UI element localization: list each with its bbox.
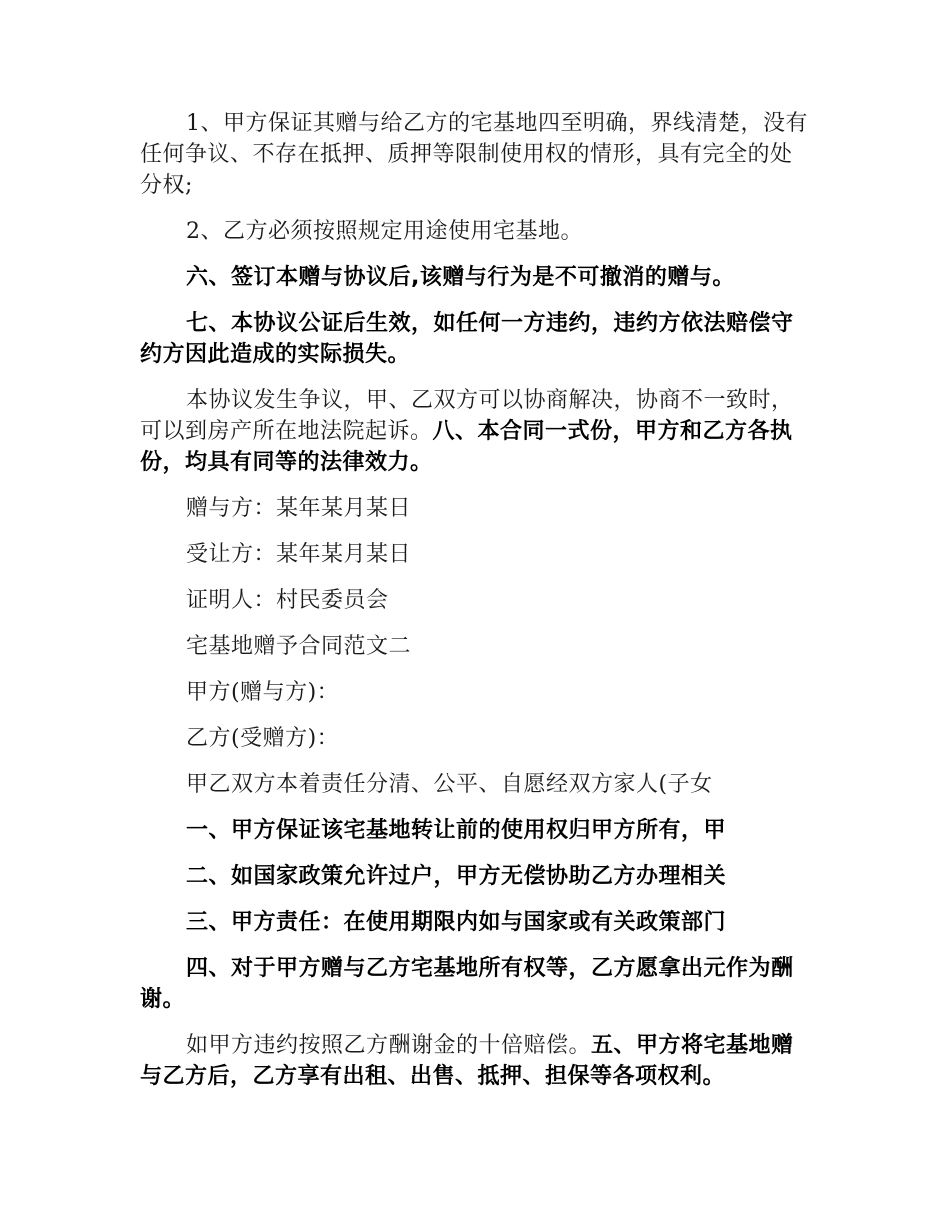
paragraph-party-b xyxy=(140,723,810,754)
paragraph-article-2 xyxy=(140,861,810,892)
paragraph-witness xyxy=(140,585,810,616)
paragraph-text: 赠与方：某年某月某日 xyxy=(186,496,412,521)
paragraph-text: 甲乙双方本着责任分清、公平、自愿经双方家人(子女 xyxy=(186,772,713,797)
document-page xyxy=(140,108,810,1107)
paragraph-text: 受让方：某年某月某日 xyxy=(186,542,412,567)
paragraph-clause-1 xyxy=(140,108,810,201)
paragraph-donor-signature xyxy=(140,493,810,524)
paragraph-preamble xyxy=(140,769,810,800)
paragraph-bold-text: 六、签订本赠与协议后,该赠与行为是不可撤消的赠与。 xyxy=(186,265,735,290)
paragraph-article-4 xyxy=(140,953,810,1015)
paragraph-bold-text: 三、甲方责任：在使用期限内如与国家或有关政策部门 xyxy=(186,910,727,935)
paragraph-bold-text: 八、本合同一式份，甲方和乙方各执份，均具有同等的法律效力。 xyxy=(140,419,793,475)
paragraph-bold-text: 七、本协议公证后生效，如任何一方违约，违约方依法赔偿守约方因此造成的实际损失。 xyxy=(140,311,794,367)
paragraph-party-a xyxy=(140,677,810,708)
paragraph-dispute-clause-8 xyxy=(140,385,810,478)
paragraph-text: 1、甲方保证其赠与给乙方的宅基地四至明确，界线清楚，没有任何争议、不存在抵押、质押等限制使用权的情形，具有完全的处分权; xyxy=(140,111,808,198)
paragraph-bold-text: 五、甲方将宅基地赠与乙方后，乙方享有出租、出售、抵押、担保等各项权利。 xyxy=(140,1033,794,1089)
paragraph-clause-2 xyxy=(140,216,810,247)
paragraph-text: 如甲方违约按照乙方酬谢金的十倍赔偿。 xyxy=(186,1033,592,1058)
paragraph-text: 本协议发生争议，甲、乙双方可以协商解决，协商不一致时，可以到房产所在地法院起诉。 xyxy=(140,388,794,444)
paragraph-text: 2、乙方必须按照规定用途使用宅基地。 xyxy=(186,219,583,244)
paragraph-clause-7 xyxy=(140,308,810,370)
paragraph-article-3 xyxy=(140,907,810,938)
paragraph-text: 宅基地赠予合同范文二 xyxy=(186,634,412,659)
paragraph-bold-text: 四、对于甲方赠与乙方宅基地所有权等，乙方愿拿出元作为酬谢。 xyxy=(140,956,794,1012)
paragraph-breach-article-5 xyxy=(140,1030,810,1092)
paragraph-article-1 xyxy=(140,815,810,846)
paragraph-sample-title xyxy=(140,631,810,662)
paragraph-text: 甲方(赠与方)： xyxy=(186,680,340,705)
paragraph-clause-6 xyxy=(140,262,810,293)
paragraph-bold-text: 一、甲方保证该宅基地转让前的使用权归甲方所有，甲 xyxy=(186,818,727,843)
paragraph-recipient-signature xyxy=(140,539,810,570)
paragraph-text: 证明人：村民委员会 xyxy=(186,588,389,613)
paragraph-bold-text: 二、如国家政策允许过户，甲方无偿协助乙方办理相关 xyxy=(186,864,727,889)
paragraph-text: 乙方(受赠方)： xyxy=(186,726,340,751)
